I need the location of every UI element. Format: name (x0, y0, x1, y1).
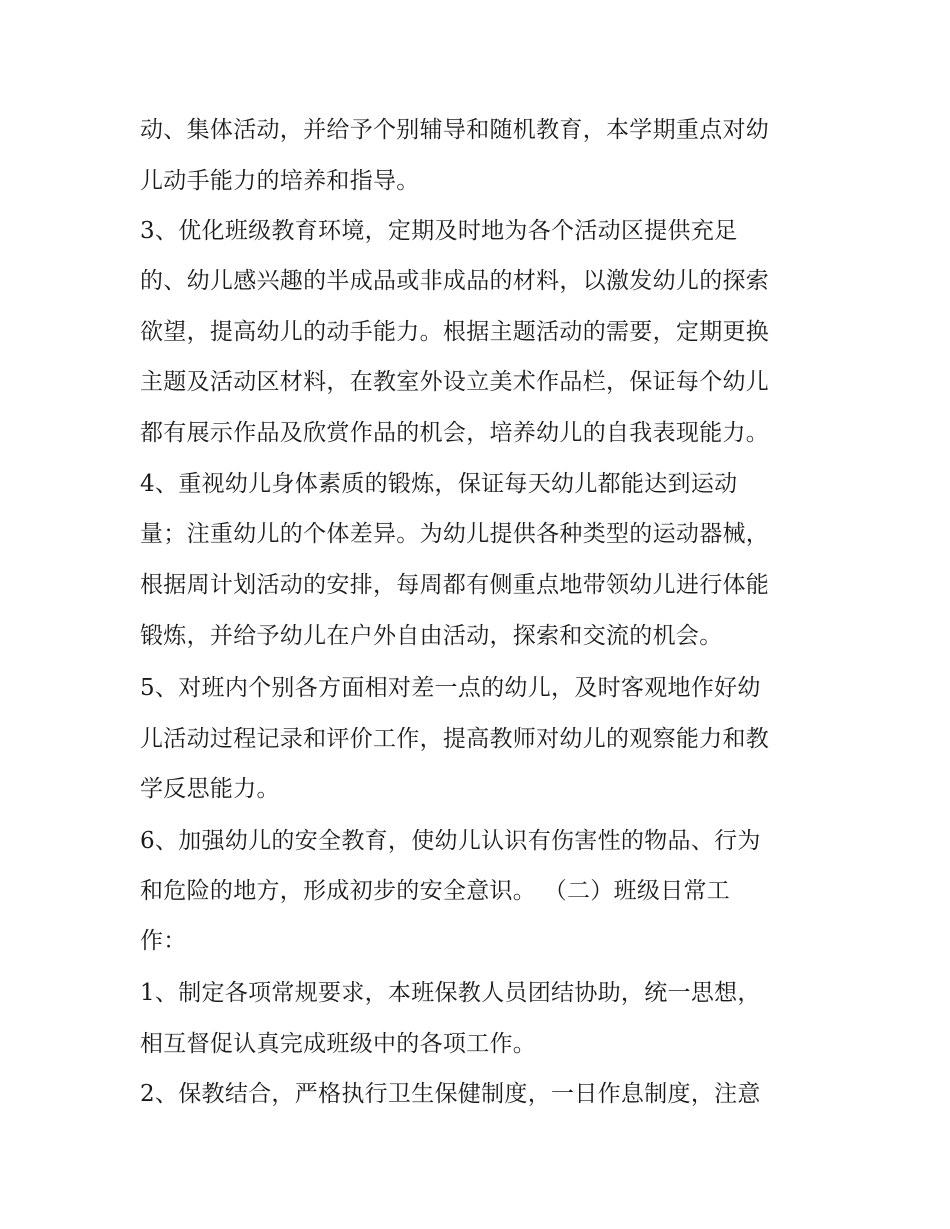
text-line: 儿活动过程记录和评价工作，提高教师对幼儿的观察能力和教 (140, 726, 770, 752)
text-line: 4、重视幼儿身体素质的锻炼，保证每天幼儿都能达到运动 (140, 471, 738, 497)
text-line: 3、优化班级教育环境，定期及时地为各个活动区提供充足 (140, 218, 738, 244)
text-line: 1、制定各项常规要求，本班保教人员团结协助，统一思想， (140, 980, 761, 1006)
text-line: 主题及活动区材料，在教室外设立美术作品栏，保证每个幼儿 (140, 369, 770, 395)
text-line: 和危险的地方，形成初步的安全意识。 （二）班级日常工 (140, 878, 731, 904)
text-line: 相互督促认真完成班级中的各项工作。 (140, 1031, 537, 1057)
text-line: 2、保教结合，严格执行卫生保健制度，一日作息制度，注意 (140, 1081, 761, 1107)
text-line: 6、加强幼儿的安全教育，使幼儿认识有伤害性的物品、行为 (140, 828, 761, 854)
text-line: 都有展示作品及欣赏作品的机会，培养幼儿的自我表现能力。 (140, 420, 770, 446)
text-line: 锻炼，并给予幼儿在户外自由活动，探索和交流的机会。 (140, 623, 723, 649)
text-line: 的、幼儿感兴趣的半成品或非成品的材料，以激发幼儿的探索 (140, 268, 770, 294)
text-line: 5、对班内个别各方面相对差一点的幼儿，及时客观地作好幼 (140, 675, 761, 701)
text-line: 儿动手能力的培养和指导。 (140, 168, 420, 194)
text-line: 动、集体活动，并给予个别辅导和随机教育，本学期重点对幼 (140, 117, 770, 143)
text-line: 量；注重幼儿的个体差异。为幼儿提供各种类型的运动器械， (140, 521, 770, 547)
text-line: 根据周计划活动的安排，每周都有侧重点地带领幼儿进行体能 (140, 572, 770, 598)
text-line: 学反思能力。 (140, 776, 280, 802)
text-line: 欲望，提高幼儿的动手能力。根据主题活动的需要，定期更换 (140, 319, 770, 345)
text-line: 作： (140, 928, 187, 954)
